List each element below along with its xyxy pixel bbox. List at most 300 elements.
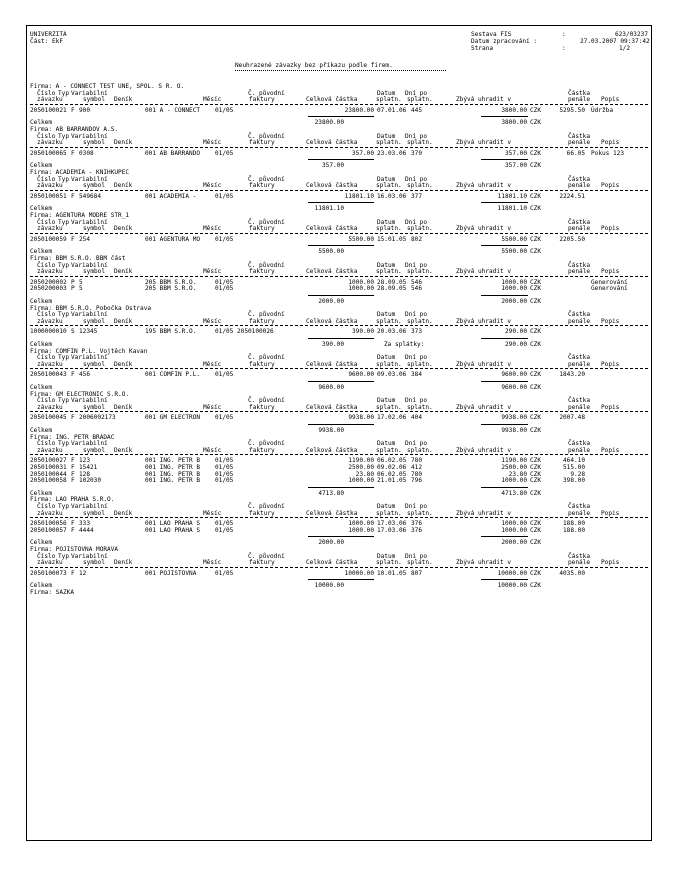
col-penale: penále [568, 96, 591, 104]
row-cislo: 2050200002 [30, 278, 67, 286]
col-typ: Typ [58, 218, 70, 226]
row-penale: 1843.20 [559, 371, 585, 379]
col-cislo: Číslo [37, 175, 56, 183]
col-mesic: Měsíc [203, 182, 222, 190]
row-cislo: 2050100073 [30, 569, 67, 577]
row-typ: F [71, 470, 75, 478]
col-castka: Částka [568, 218, 591, 226]
col-dnipo: Dní po [405, 397, 428, 405]
col-popis: Popis [601, 403, 620, 411]
col-penale: penále [568, 509, 591, 517]
firm-name: Firma: AB BARRANDOV A.S. [30, 126, 119, 133]
col-denik: Deník [114, 559, 133, 567]
row-castka: 5500.00 [348, 235, 374, 243]
header-rule [30, 233, 648, 234]
row-mesic: 01/05 [215, 526, 234, 534]
col-denik: Deník [114, 139, 133, 147]
col-faktury: faktury [249, 509, 275, 517]
total-value: 390.00 [321, 341, 344, 348]
col-celkova: Celková částka [306, 317, 358, 325]
total-mena: CZK [530, 384, 542, 391]
total-mena: CZK [530, 341, 542, 348]
col-vs: Variabilní [71, 440, 108, 448]
col-splatn: splatn. [376, 268, 402, 276]
col-cpuv: Č. původní [248, 175, 285, 183]
col-penale: penále [568, 360, 591, 368]
total-rule-2 [481, 295, 528, 296]
total-zbyva: 357.00 [504, 162, 527, 170]
row-zbyva: 1000.00 [501, 520, 527, 528]
col-faktury: faktury [249, 403, 275, 411]
row-typ: F [71, 371, 75, 379]
row-cislo: 2050100056 [30, 520, 67, 528]
row-cislo: 2050100058 [30, 477, 67, 485]
col-zbyva: Zbývá uhradit v [456, 559, 512, 567]
total-label: Celkem [30, 162, 53, 170]
row-zbyva: 9938.00 [501, 414, 527, 422]
col-datum: Datum [377, 397, 396, 405]
row-castka: 11801.10 [344, 192, 374, 200]
row-denik: 001 AB BARRANDO [145, 149, 201, 157]
row-faktury: 2050100026 [237, 328, 274, 336]
row-mesic: 01/05 [215, 470, 234, 478]
col-vs: Variabilní [71, 354, 108, 362]
col-datum: Datum [377, 354, 396, 362]
row-dnipo: 445 [411, 106, 423, 114]
col-denik: Deník [114, 403, 133, 411]
row-denik: 205 BBM S.R.O. [145, 278, 197, 286]
col-cpuv: Č. původní [248, 311, 285, 319]
row-cislo: 2050100044 [30, 470, 67, 478]
row-denik: 001 A - CONNECT [145, 106, 201, 114]
col-typ: Typ [58, 440, 70, 448]
col-denik: Deník [114, 225, 133, 233]
col-datum: Datum [377, 175, 396, 183]
row-popis: Pokus 123 [591, 149, 625, 157]
row-mesic: 01/05 [215, 278, 234, 286]
row-cislo: 2050100043 [30, 371, 67, 379]
col-cpuv: Č. původní [248, 440, 285, 448]
col-penale: penále [568, 268, 591, 276]
firm-name: Firma: BBM S.R.O. Pobočka Ostrava [30, 304, 152, 312]
total-value: 357.00 [321, 162, 344, 170]
row-datum: 20.03.06 [377, 328, 407, 336]
col-dnipo: Dní po [405, 440, 428, 448]
col-cpuv: Č. původní [248, 552, 285, 560]
col-splatn: splatn. [376, 225, 402, 233]
row-dnipo: 377 [411, 192, 423, 200]
col-splatn: splatn. [376, 509, 402, 517]
col-zbyva: Zbývá uhradit v [456, 509, 512, 517]
col-cpuv: Č. původní [248, 503, 285, 510]
report-label: Sestava FIS [471, 31, 512, 38]
row-typ: F [71, 457, 75, 465]
col-splatn: splatn. [376, 360, 402, 368]
row-castka: 1000.00 [348, 285, 374, 293]
col-mesic: Měsíc [203, 225, 222, 233]
col-mesic: Měsíc [203, 403, 222, 411]
col-cpuv: Č. původní [248, 218, 285, 226]
col-denik: Deník [114, 446, 133, 454]
col-datum: Datum [377, 311, 396, 319]
col-faktury: faktury [249, 317, 275, 325]
total-rule-2 [481, 381, 528, 382]
col-datum: Datum [377, 503, 396, 510]
row-dnipo: 373 [411, 328, 423, 336]
total-rule-2 [481, 159, 528, 160]
row-dnipo: 376 [411, 520, 423, 528]
total-value: 5500.00 [318, 248, 344, 256]
row-dnipo: 807 [411, 569, 423, 577]
row-datum: 28.09.05 [377, 278, 407, 286]
total-rule-2 [481, 338, 528, 339]
row-mena: CZK [530, 520, 542, 528]
row-typ: F [71, 414, 75, 422]
row-datum: 23.03.06 [377, 149, 407, 157]
col-datum: Datum [377, 440, 396, 448]
total-rule-2 [481, 536, 528, 537]
row-zbyva: 1190.00 [501, 457, 527, 465]
row-cislo: 2050100051 [30, 192, 67, 200]
total-value: 2000.00 [318, 298, 344, 305]
col-vs: Variabilní [71, 132, 108, 140]
col-splatn: splatn. [376, 96, 402, 104]
col-castka: Částka [568, 89, 591, 97]
col-penale: penále [568, 403, 591, 411]
org-part: Část: EkF [30, 38, 64, 45]
row-vs: 5 [79, 285, 83, 293]
col-vs: Variabilní [71, 89, 108, 97]
row-datum: 07.01.06 [377, 106, 407, 114]
row-castka: 2500.00 [348, 464, 374, 471]
row-castka: 357.00 [351, 149, 374, 157]
row-dnipo: 384 [411, 371, 423, 379]
row-castka: 390.00 [351, 328, 374, 336]
col-cpuv: Č. původní [248, 132, 285, 140]
row-penale: 9.28 [570, 470, 585, 478]
total-zbyva: 10000.00 [497, 582, 527, 590]
total-value: 10000.00 [314, 582, 344, 590]
col-splatn: splatn. [376, 559, 402, 567]
header-rule [30, 567, 648, 568]
row-penale: 515.00 [562, 464, 585, 471]
total-mena: CZK [530, 162, 542, 170]
row-penale: 188.00 [562, 526, 585, 534]
col-symbol: symbol [83, 139, 106, 147]
col-splatn2: splatn. [407, 182, 433, 190]
col-popis: Popis [601, 268, 620, 276]
col-zbyva: Zbývá uhradit v [456, 403, 512, 411]
row-penale: 4035.00 [559, 569, 585, 577]
col-splatn2: splatn. [407, 225, 433, 233]
col-symbol: symbol [83, 360, 106, 368]
total-rule [308, 245, 374, 246]
row-typ: F [71, 526, 75, 534]
col-castka: Částka [568, 503, 591, 510]
row-mesic: 01/05 [215, 149, 234, 157]
total-mena: CZK [530, 298, 542, 305]
total-mena: CZK [530, 248, 542, 256]
firm-name: Firma: BBM S.R.O. BBM část [30, 255, 126, 262]
firm-name: Firma: POJISTOVNA MORAVA [30, 546, 119, 553]
col-zbyva: Zbývá uhradit v [456, 446, 512, 454]
col-popis: Popis [601, 360, 620, 368]
total-zbyva: 5500.00 [501, 248, 527, 256]
col-castka: Částka [568, 261, 591, 269]
row-datum: 10.01.05 [377, 569, 407, 577]
col-penale: penále [568, 182, 591, 190]
col-dnipo: Dní po [405, 552, 428, 560]
header-rule [30, 104, 648, 105]
total-rule-2 [481, 116, 528, 117]
col-mesic: Měsíc [203, 360, 222, 368]
col-zavazku: závazku [37, 360, 63, 368]
row-typ: F [71, 464, 75, 471]
col-cislo: Číslo [37, 311, 56, 319]
row-dnipo: 546 [411, 278, 423, 286]
row-vs: 0308 [79, 149, 94, 157]
col-splatn2: splatn. [407, 446, 433, 454]
total-rule [308, 338, 374, 339]
col-splatn: splatn. [376, 446, 402, 454]
row-datum: 17.03.06 [377, 520, 407, 528]
date-label: Datum zpracování : [471, 38, 538, 45]
col-cislo: Číslo [37, 503, 56, 510]
row-penale: 188.00 [562, 520, 585, 528]
row-dnipo: 802 [411, 235, 423, 243]
row-datum: 15.01.05 [377, 235, 407, 243]
row-castka: 1190.00 [348, 457, 374, 465]
row-denik: 001 AGENTURA MO [145, 235, 201, 243]
total-label: Celkem [30, 298, 53, 305]
col-vs: Variabilní [71, 552, 108, 560]
row-castka: 1000.00 [348, 520, 374, 528]
row-mena: CZK [530, 328, 542, 336]
row-cislo: 2050100059 [30, 235, 67, 243]
col-vs: Variabilní [71, 261, 108, 269]
row-denik: 001 COMFIN P.L. [145, 371, 201, 379]
row-denik: 001 LAO PRAHA S [145, 526, 201, 534]
row-vs: 456 [79, 371, 91, 379]
title-underline [235, 70, 446, 71]
col-celkova: Celková částka [306, 225, 358, 233]
row-datum: 06.02.05 [377, 457, 407, 465]
header-rule [30, 368, 648, 369]
col-splatn2: splatn. [407, 403, 433, 411]
col-splatn2: splatn. [407, 268, 433, 276]
total-mena: CZK [530, 489, 542, 497]
col-vs: Variabilní [71, 397, 108, 405]
row-mena: CZK [530, 526, 542, 534]
col-splatn2: splatn. [407, 96, 433, 104]
row-typ: F [71, 520, 75, 528]
total-value: 2000.00 [318, 539, 344, 547]
col-symbol: symbol [83, 403, 106, 411]
row-datum: 09.02.06 [377, 464, 407, 471]
col-penale: penále [568, 317, 591, 325]
row-mesic: 01/05 [215, 371, 234, 379]
row-denik: 001 ING. PETR B [145, 470, 201, 478]
total-zbyva: 11801.10 [497, 205, 527, 213]
total-zbyva: 2000.00 [501, 539, 527, 547]
row-denik: 001 GM ELECTRON [145, 414, 201, 422]
row-zbyva: 5500.00 [501, 235, 527, 243]
row-dnipo: 376 [411, 526, 423, 534]
col-dnipo: Dní po [405, 132, 428, 140]
col-cislo: Číslo [37, 132, 56, 140]
row-castka: 23800.00 [344, 106, 374, 114]
row-vs: 12345 [79, 328, 98, 336]
col-popis: Popis [601, 96, 620, 104]
row-mena: CZK [530, 569, 542, 577]
col-mesic: Měsíc [203, 139, 222, 147]
col-popis: Popis [601, 225, 620, 233]
total-rule-2 [481, 487, 528, 488]
col-castka: Částka [568, 354, 591, 362]
col-zbyva: Zbývá uhradit v [456, 317, 512, 325]
col-dnipo: Dní po [405, 261, 428, 269]
total-rule [308, 487, 374, 488]
row-datum: 06.02.05 [377, 470, 407, 478]
total-zbyva: 9600.00 [501, 384, 527, 391]
col-celkova: Celková částka [306, 268, 358, 276]
col-splatn: splatn. [376, 403, 402, 411]
row-zbyva: 357.00 [504, 149, 527, 157]
firm-name: Firma: GM ELECTRONIC S.R.O. [30, 390, 130, 398]
total-rule-2 [481, 245, 528, 246]
report-colon: : [562, 31, 566, 38]
row-vs: 123 [79, 457, 91, 465]
col-mesic: Měsíc [203, 446, 222, 454]
total-mena: CZK [530, 427, 542, 434]
row-vs: 128 [79, 470, 91, 478]
org-name: UNIVERZITA [30, 31, 67, 38]
col-celkova: Celková částka [306, 403, 358, 411]
col-castka: Částka [568, 311, 591, 319]
row-dnipo: 796 [411, 477, 423, 485]
firm-name: Firma: ING. PETR BRADAC [30, 433, 115, 441]
col-zavazku: závazku [37, 139, 63, 147]
col-mesic: Měsíc [203, 509, 222, 517]
row-datum: 28.09.05 [377, 285, 407, 293]
col-zbyva: Zbývá uhradit v [456, 225, 512, 233]
row-zbyva: 1000.00 [501, 526, 527, 534]
row-castka: 23.80 [355, 470, 374, 478]
col-splatn: splatn. [376, 182, 402, 190]
col-dnipo: Dní po [405, 354, 428, 362]
total-label: Celkem [30, 427, 53, 434]
row-cislo: 2050200003 [30, 285, 67, 293]
total-label: Celkem [30, 582, 53, 590]
col-denik: Deník [114, 268, 133, 276]
col-datum: Datum [377, 218, 396, 226]
col-cislo: Číslo [37, 261, 56, 269]
row-mena: CZK [530, 278, 542, 286]
col-symbol: symbol [83, 225, 106, 233]
row-vs: 254 [79, 235, 91, 243]
col-zavazku: závazku [37, 403, 63, 411]
row-zbyva: 9600.00 [501, 371, 527, 379]
row-mesic: 01/05 [215, 414, 234, 422]
col-mesic: Měsíc [203, 317, 222, 325]
row-castka: 1000.00 [348, 477, 374, 485]
report-title: Neuhrazené závazky bez příkazu podle firem. [235, 62, 393, 69]
col-symbol: symbol [83, 446, 106, 454]
row-vs: 12 [79, 569, 87, 577]
col-cislo: Číslo [37, 440, 56, 448]
row-mena: CZK [530, 464, 542, 471]
row-dnipo: 404 [411, 414, 423, 422]
row-cislo: 2050100057 [30, 526, 67, 534]
row-mesic: 01/05 [215, 106, 234, 114]
row-mena: CZK [530, 192, 542, 200]
row-dnipo: 412 [411, 464, 423, 471]
row-mena: CZK [530, 106, 542, 114]
row-popis: Generování [591, 278, 628, 286]
row-typ: F [71, 235, 75, 243]
row-popis: Generování [591, 285, 628, 293]
row-popis: Údržba [591, 106, 614, 114]
row-cislo: 2050100027 [30, 457, 67, 465]
firm-name: Firma: ACADEMIA - KNIHKUPEC [30, 169, 130, 176]
col-typ: Typ [58, 503, 70, 510]
row-zbyva: 1000.00 [501, 278, 527, 286]
total-rule [308, 202, 374, 203]
col-dnipo: Dní po [405, 89, 428, 97]
header-rule [30, 517, 648, 518]
row-denik: 001 POJISTOVNA [145, 569, 197, 577]
row-mena: CZK [530, 414, 542, 422]
col-faktury: faktury [249, 446, 275, 454]
row-cislo: 1000000010 [30, 328, 67, 336]
col-zavazku: závazku [37, 268, 63, 276]
row-zbyva: 2500.00 [501, 464, 527, 471]
total-zbyva: 9938.00 [501, 427, 527, 434]
col-celkova: Celková částka [306, 182, 358, 190]
col-popis: Popis [601, 509, 620, 517]
col-mesic: Měsíc [203, 96, 222, 104]
total-rule-2 [481, 424, 528, 425]
col-faktury: faktury [249, 559, 275, 567]
col-popis: Popis [601, 317, 620, 325]
col-symbol: symbol [83, 509, 106, 517]
row-penale: 66.05 [566, 149, 585, 157]
col-vs: Variabilní [71, 503, 108, 510]
row-mesic: 01/05 [215, 569, 234, 577]
col-zavazku: závazku [37, 509, 63, 517]
col-mesic: Měsíc [203, 559, 222, 567]
col-cislo: Číslo [37, 218, 56, 226]
col-dnipo: Dní po [405, 503, 428, 510]
row-cislo: 2050100045 [30, 414, 67, 422]
col-symbol: symbol [83, 182, 106, 190]
col-denik: Deník [114, 182, 133, 190]
page-number: 1/2 [618, 45, 630, 52]
col-dnipo: Dní po [405, 218, 428, 226]
col-zbyva: Zbývá uhradit v [456, 96, 512, 104]
col-mesic: Měsíc [203, 268, 222, 276]
col-typ: Typ [58, 397, 70, 405]
row-mena: CZK [530, 470, 542, 478]
row-penale: 2205.50 [559, 235, 585, 243]
total-label: Celkem [30, 248, 53, 256]
row-castka: 1000.00 [348, 278, 374, 286]
row-dnipo: 370 [411, 149, 423, 157]
row-typ: F [71, 192, 75, 200]
col-popis: Popis [601, 559, 620, 567]
col-symbol: symbol [83, 268, 106, 276]
col-symbol: symbol [83, 559, 106, 567]
